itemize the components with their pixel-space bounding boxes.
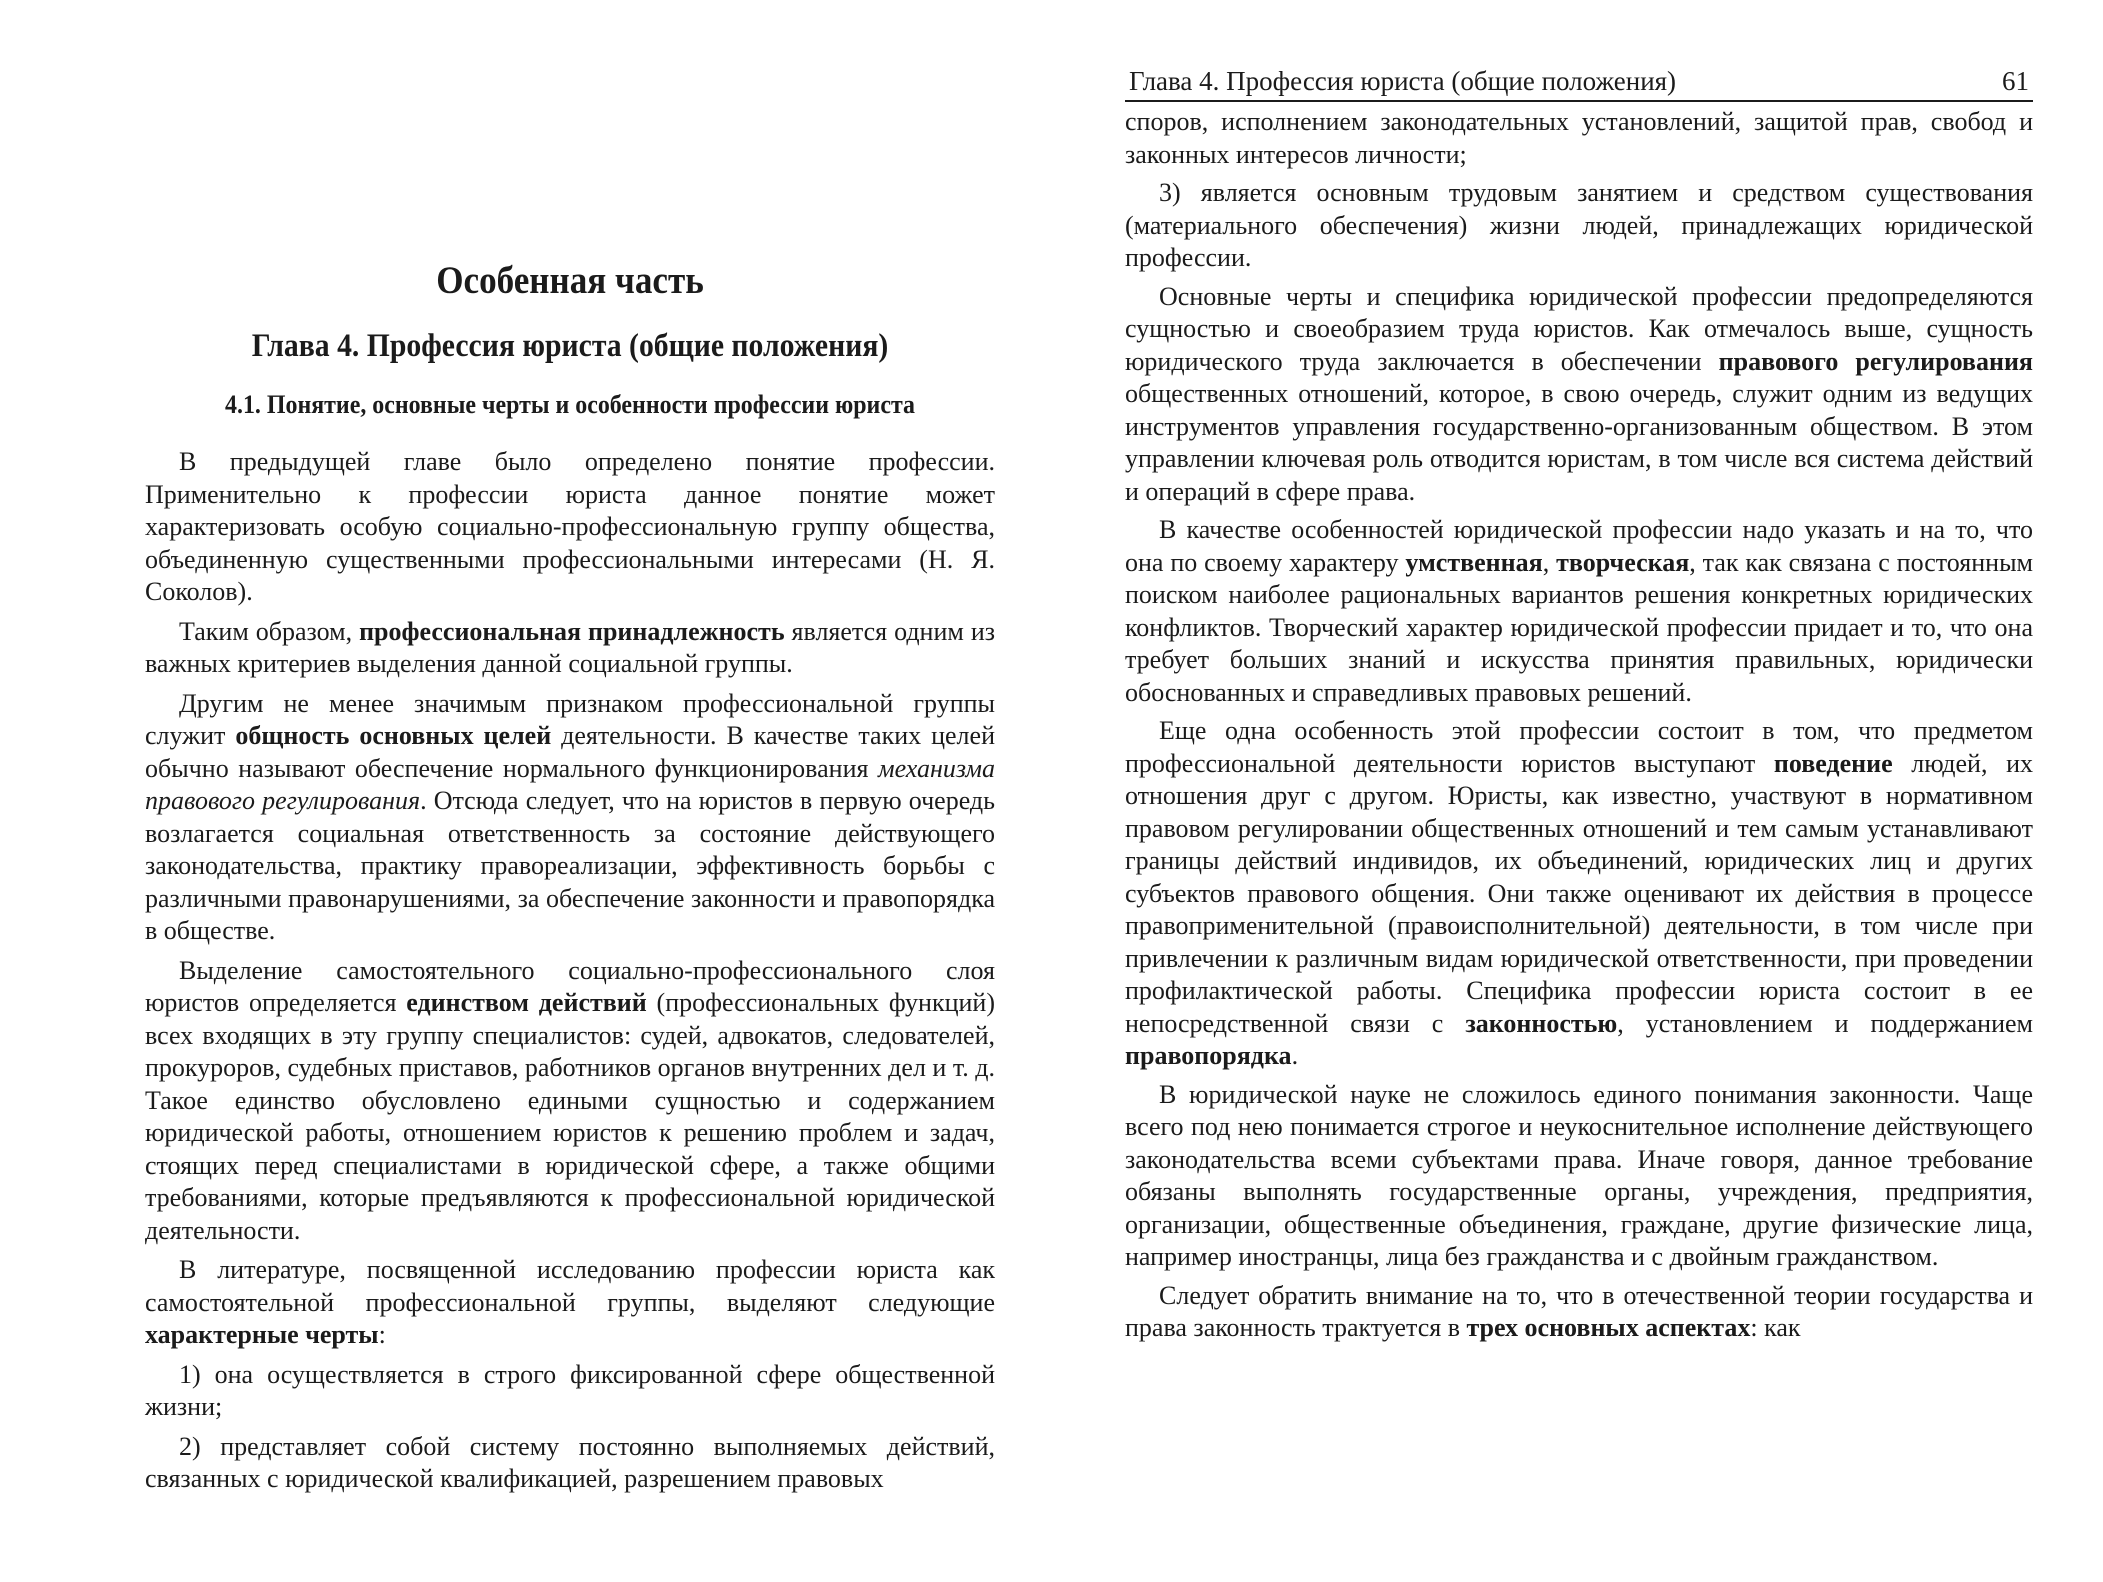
left-page bbox=[145, 258, 995, 1503]
text: Выделение самостоятельного социально-профессионального слоя юристов определяется bbox=[145, 955, 995, 1017]
right-page bbox=[1125, 64, 2033, 1351]
section-title: Особенная часть bbox=[436, 259, 704, 302]
text: является одним из важных критериев выделения данной социальной группы. bbox=[145, 616, 995, 678]
list-item: 3) является основным трудовым занятием и средством существования (материального обеспечения) жизни людей, принадлежащих юридической профессии. bbox=[1125, 178, 2033, 272]
bold-term: правопорядка bbox=[1125, 1041, 1292, 1070]
bold-term: законностью bbox=[1465, 1008, 1618, 1038]
bold-term: трех основных аспектах bbox=[1466, 1313, 1751, 1342]
paragraph bbox=[145, 688, 995, 948]
paragraph: В юридической науке не сложилось единого понимания законности. Чаще всего под нею понимается строгое и неукоснительное исполнение действующего законодательства всеми субъектами права. Иначе говоря, данное требование обязаны выполнять государственные органы, учреждения, предприятия, организации, общественные объединения, граждане, другие физические лица, например иностранцы, лица без гражданства и с двойным гражданством. bbox=[1125, 1079, 2033, 1271]
bold-term: общность основных целей bbox=[235, 721, 552, 750]
paragraph: В предыдущей главе было определено понятие профессии. Применительно к профессии юриста данное понятие может характеризовать особую социально-профессиональную группу общества, объединенную существенными профессиональными интересами (Н. Я. Соколов). bbox=[145, 447, 995, 606]
text: Основные черты и специфика юридической профессии предопределяются сущностью и своеобразием труда юристов. Как отмечалось выше, сущность юридического труда заключается в обеспечении bbox=[1125, 281, 2033, 376]
text: : bbox=[378, 1320, 386, 1349]
bold-term: единством действий bbox=[406, 988, 647, 1017]
text: . bbox=[1291, 1041, 1299, 1070]
text: , установлением и поддержанием bbox=[1617, 1008, 2033, 1038]
subsection-title: 4.1. Понятие, основные черты и особенности профессии юриста bbox=[225, 390, 915, 419]
paragraph-continued: споров, исполнением законодательных установлений, защитой прав, свобод и законных интересов личности; bbox=[1125, 107, 2033, 169]
chapter-title: Глава 4. Профессия юриста (общие положения) bbox=[251, 328, 889, 364]
list-item: 2) представляет собой систему постоянно выполняемых действий, связанных с юридической квалификацией, разрешением правовых bbox=[145, 1431, 995, 1493]
italic-term: механизма правового регулирования bbox=[145, 753, 995, 815]
text: Следует обратить внимание на то, что в отечественной теории государства и права законность трактуется в bbox=[1125, 1280, 2033, 1342]
page-number: 61 bbox=[2002, 66, 2029, 96]
bold-term: умственная bbox=[1405, 547, 1543, 577]
bold-term: характерные черты bbox=[145, 1320, 379, 1349]
text: В литературе, посвященной исследованию профессии юриста как самостоятельной профессиональной группы, выделяют следующие bbox=[145, 1255, 995, 1317]
text: , bbox=[1542, 547, 1557, 577]
running-header bbox=[1125, 64, 2033, 102]
text: Другим не менее значимым признаком профессиональной группы служит bbox=[145, 688, 995, 750]
header-title: Глава 4. Профессия юриста (общие положения) bbox=[1129, 66, 1677, 96]
text: людей, их отношения друг с другом. Юристы, как известно, участвуют в нормативном правовом регулировании общественных отношений и тем самым устанавливают границы действий индивидов, их объединений, юридических лиц и других субъектов правового общения. Они также оценивают их действия в процессе правоприменительной (правоисполнительной) деятельности, в том числе при привлечении к различным видам юридической ответственности, при проведении профилактической работы. Специфика профессии юриста состоит в ее непосредственной связи с bbox=[1125, 748, 2033, 1038]
bold-term: поведение bbox=[1773, 748, 1893, 778]
paragraph bbox=[1125, 1280, 2033, 1345]
bold-term: правового регулирования bbox=[1718, 346, 2033, 376]
bold-term: профессиональная принадлежность bbox=[359, 616, 785, 646]
text: В качестве особенностей юридической профессии надо указать и на то, что она по своему характеру bbox=[1125, 515, 2033, 577]
paragraph bbox=[1125, 514, 2033, 709]
paragraph bbox=[1125, 281, 2033, 509]
list-item: 1) она осуществляется в строго фиксированной сфере общественной жизни; bbox=[145, 1359, 995, 1421]
text: : как bbox=[1750, 1313, 1801, 1342]
paragraph bbox=[145, 616, 995, 681]
text: . Отсюда следует, что на юристов в первую очередь возлагается социальная ответственность за состояние действующего законодательства, практику правореализации, эффективность борьбы с различными правонарушениями, за обеспечение законности и правопорядка в обществе. bbox=[145, 786, 995, 945]
bold-term: творческая bbox=[1556, 547, 1690, 577]
paragraph bbox=[1125, 715, 2033, 1073]
text: , так как связана с постоянным поиском наиболее рациональных вариантов решения конкретных юридических конфликтов. Творческий характер юридической профессии придает и то, что она требует больших знаний и искусства принятия правильных, юридически обоснованных и справедливых правовых решений. bbox=[1125, 547, 2034, 707]
paragraph bbox=[145, 1254, 995, 1352]
text: Таким образом, bbox=[179, 616, 360, 646]
text: общественных отношений, которое, в свою очередь, служит одним из ведущих инструментов управления государственно-организованным обществом. В этом управлении ключевая роль отводится юристам, в том числе вся система действий и операций в сфере права. bbox=[1125, 379, 2033, 506]
text: деятельности. В качестве таких целей обычно называют обеспечение нормального функционирования bbox=[145, 721, 995, 783]
paragraph bbox=[145, 955, 995, 1248]
text: (профессиональных функций) всех входящих в эту группу специалистов: судей, адвокатов, следователей, прокуроров, судебных приставов, работников органов внутренних дел и т. д. Такое единство обусловлено едиными сущностью и содержанием юридической работы, отношением юристов к решению проблем и задач, стоящих перед специалистами в юридической сфере, а также общими требованиями, которые предъявляются к профессиональной юридической деятельности. bbox=[145, 988, 995, 1245]
text: Еще одна особенность этой профессии состоит в том, что предметом профессиональной деятельности юристов выступают bbox=[1125, 716, 2033, 778]
